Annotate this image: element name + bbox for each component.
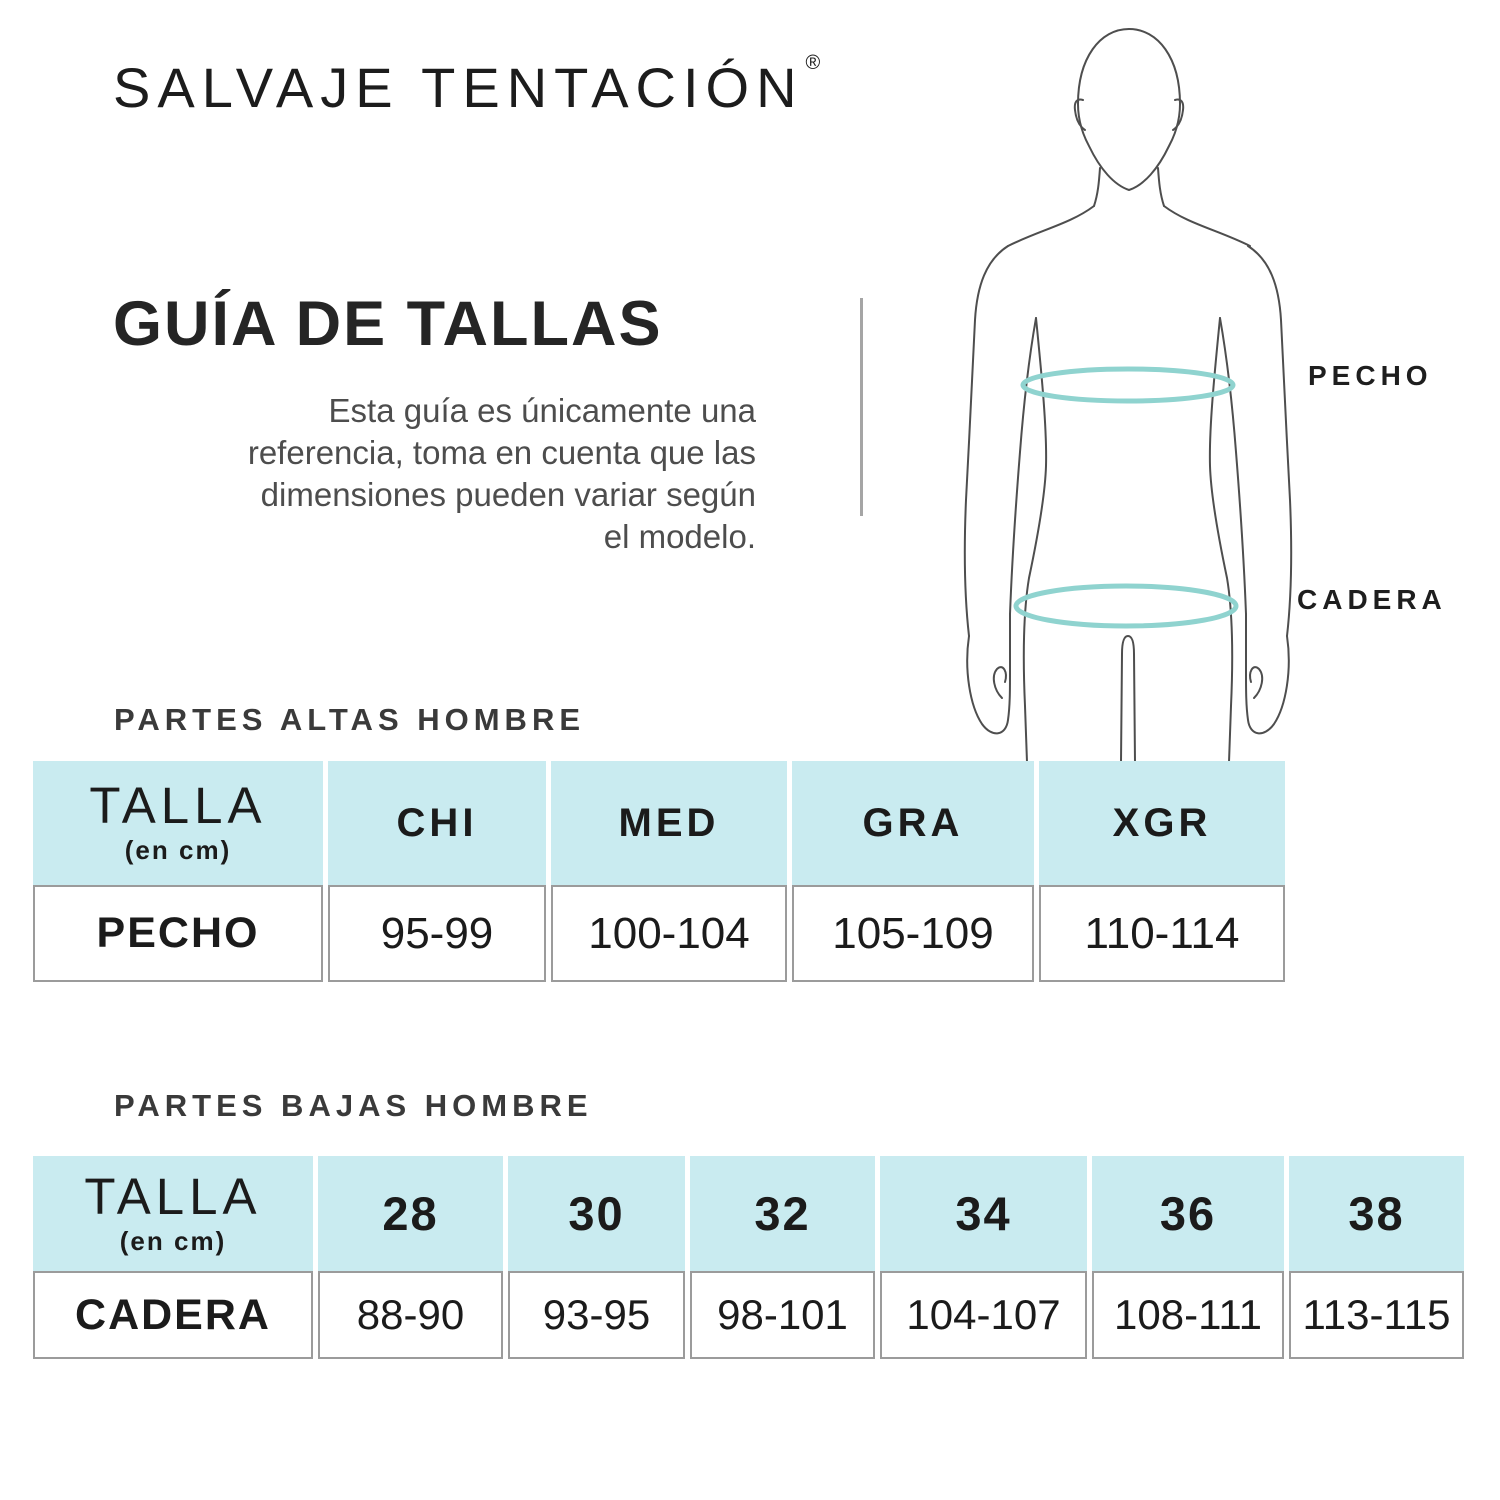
section-title-partes-bajas: PARTES BAJAS HOMBRE xyxy=(114,1088,593,1123)
row-label-cell: PECHO xyxy=(33,885,323,982)
table-header-size xyxy=(33,761,323,885)
male-body-outline-icon xyxy=(950,22,1350,762)
section-title-partes-altas: PARTES ALTAS HOMBRE xyxy=(114,702,586,737)
figure-right-arm-inner xyxy=(1220,318,1246,614)
figure-neck xyxy=(1094,168,1100,206)
description-line: referencia, toma en cuenta que las xyxy=(247,434,756,471)
value-cell: 95-99 xyxy=(328,885,546,982)
figure-right-arm-outer xyxy=(1248,246,1291,636)
value-cell: 88-90 xyxy=(318,1271,503,1359)
value-cell: 93-95 xyxy=(508,1271,685,1359)
figure-right-hand xyxy=(1246,614,1289,733)
hip-label: CADERA xyxy=(1297,584,1447,615)
value-cell: 105-109 xyxy=(792,885,1034,982)
size-label: TALLA xyxy=(89,777,267,834)
page-title: GUÍA DE TALLAS xyxy=(113,289,663,359)
registered-trademark-icon: ® xyxy=(805,52,821,74)
size-unit: (en cm) xyxy=(124,835,232,865)
value-cell: 98-101 xyxy=(690,1271,875,1359)
male-body-figure xyxy=(950,22,1350,762)
chest-measure-line xyxy=(1023,369,1233,401)
size-unit: (en cm) xyxy=(119,1225,227,1256)
intro-block xyxy=(80,288,756,558)
intro-description xyxy=(80,390,756,558)
table-header-size xyxy=(33,1156,313,1271)
column-header: 30 xyxy=(508,1156,685,1271)
figure-neck xyxy=(1158,168,1164,206)
size-label: TALLA xyxy=(84,1167,262,1225)
value-cell: 113-115 xyxy=(1289,1271,1464,1359)
figure-left-ear xyxy=(1075,99,1085,130)
figure-right-ear xyxy=(1173,99,1183,130)
value-cell: 100-104 xyxy=(551,885,787,982)
figure-left-thumb xyxy=(994,667,1006,698)
hip-measure-line xyxy=(1016,586,1236,626)
vertical-divider xyxy=(860,298,863,516)
description-line: dimensiones pueden variar según xyxy=(260,476,756,513)
column-header: 32 xyxy=(690,1156,875,1271)
value-cell: 110-114 xyxy=(1039,885,1285,982)
column-header: 34 xyxy=(880,1156,1087,1271)
figure-left-shoulder xyxy=(1008,206,1094,246)
column-header: 36 xyxy=(1092,1156,1284,1271)
figure-head xyxy=(1078,29,1180,190)
column-header: 28 xyxy=(318,1156,503,1271)
figure-right-thumb xyxy=(1250,667,1262,698)
figure-between-legs xyxy=(1121,636,1135,762)
row-label-cell: CADERA xyxy=(33,1271,313,1359)
figure-left-arm-outer xyxy=(965,246,1008,636)
figure-left-hand xyxy=(967,614,1010,733)
description-line: Esta guía es únicamente una xyxy=(328,392,756,429)
column-header: MED xyxy=(551,761,787,885)
brand-name: SALVAJE TENTACIÓN xyxy=(113,56,804,119)
size-table-partes-altas xyxy=(33,761,1285,982)
column-header: XGR xyxy=(1039,761,1285,885)
brand-logo xyxy=(113,52,820,120)
value-cell: 108-111 xyxy=(1092,1271,1284,1359)
column-header: GRA xyxy=(792,761,1034,885)
column-header: 38 xyxy=(1289,1156,1464,1271)
figure-right-shoulder xyxy=(1164,206,1250,246)
description-line: el modelo. xyxy=(603,518,756,555)
chest-label: PECHO xyxy=(1308,360,1433,391)
figure-left-arm-inner xyxy=(1010,318,1036,614)
value-cell: 104-107 xyxy=(880,1271,1087,1359)
size-table-partes-bajas xyxy=(33,1156,1464,1359)
column-header: CHI xyxy=(328,761,546,885)
